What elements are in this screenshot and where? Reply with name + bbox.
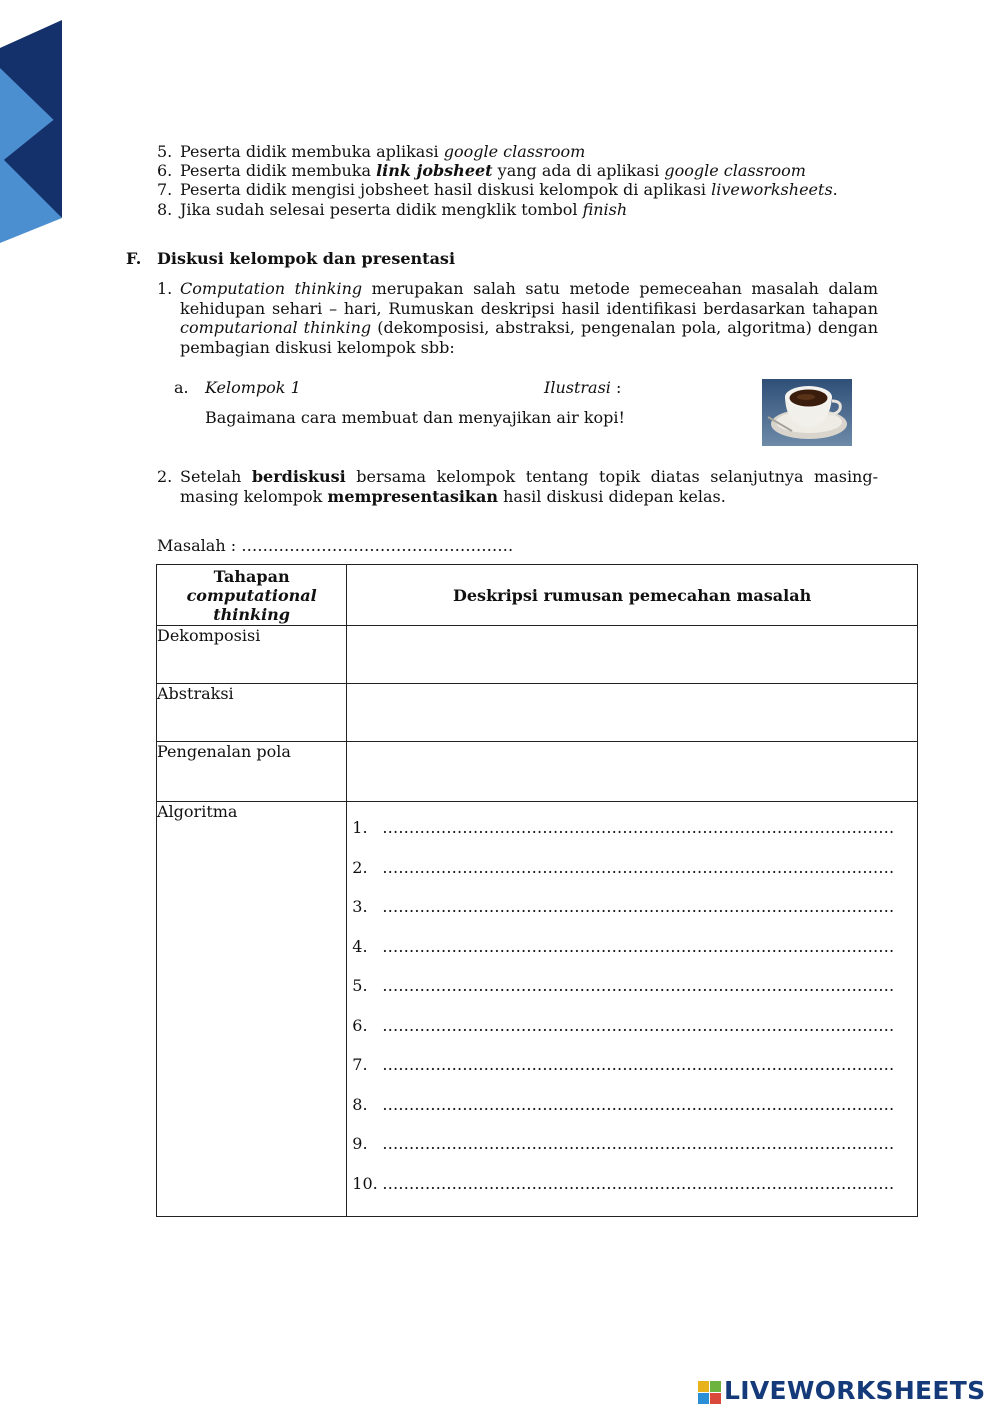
paragraph-text: kehidupan sehari – hari, Rumuskan deskripsi hasil identifikasi berdasarkan tahapan <box>180 298 878 318</box>
step-number: 9. <box>352 1134 368 1153</box>
algorithm-step[interactable] <box>352 1174 917 1214</box>
step-number: 5. <box>352 976 368 995</box>
algorithm-step[interactable] <box>352 1095 917 1135</box>
step-number: 3. <box>352 897 368 916</box>
algorithm-step[interactable] <box>352 818 917 858</box>
step-number: 8. <box>157 200 173 219</box>
coffee-cup-image <box>762 379 852 446</box>
paragraph-text: masing kelompok <box>180 486 328 506</box>
computational-thinking-table <box>156 564 918 1217</box>
step-text: Peserta didik mengisi jobsheet hasil diskusi kelompok di aplikasi <box>180 180 712 199</box>
algorithm-step[interactable] <box>352 897 917 937</box>
row-label-pengenalan-pola: Pengenalan pola <box>157 742 347 802</box>
answer-blank: …………………………………………………………………………………… <box>382 897 895 916</box>
step-text: Jika sudah selesai peserta didik mengklik tombol <box>180 200 583 219</box>
answer-blank: …………………………………………………………………………………… <box>382 1055 895 1074</box>
answer-cell-dekomposisi[interactable] <box>347 626 918 684</box>
bold-term: berdiskusi <box>251 467 346 486</box>
step-strong-emphasis: link jobsheet <box>376 161 493 180</box>
step-number: 2. <box>352 857 368 877</box>
answer-blank: …………………………………………………………………………………… <box>382 857 895 877</box>
table-header-description: Deskripsi rumusan pemecahan masalah <box>347 565 918 626</box>
illustration-label <box>544 378 621 397</box>
step-5 <box>0 142 1000 161</box>
item-1-paragraph <box>180 279 878 357</box>
algorithm-step[interactable] <box>352 858 917 898</box>
algorithm-step[interactable] <box>352 1134 917 1174</box>
header-text: Tahapan <box>213 566 290 586</box>
illustration-label-text: Ilustrasi <box>544 378 611 397</box>
header-text: computational <box>186 585 317 605</box>
term-emphasis: computarional thinking <box>180 318 372 337</box>
step-number: 8. <box>352 1094 368 1114</box>
step-emphasis: finish <box>582 200 628 219</box>
step-text: Peserta didik membuka <box>180 161 377 180</box>
liveworksheets-logo <box>698 1376 998 1412</box>
item-number: 1. <box>157 279 173 298</box>
answer-blank: …………………………………………………………………………………… <box>382 818 895 837</box>
liveworksheets-logo-icon <box>698 1381 722 1405</box>
step-number: 6. <box>352 1015 368 1035</box>
item-number: 2. <box>157 467 173 486</box>
step-7 <box>0 180 1000 199</box>
group-name: Kelompok 1 <box>205 378 301 397</box>
row-label-dekomposisi: Dekomposisi <box>157 626 347 684</box>
step-emphasis: google classroom <box>664 161 806 180</box>
section-letter: F. <box>126 249 142 268</box>
table-row <box>157 626 918 684</box>
table-row <box>157 684 918 742</box>
answer-cell-abstraksi[interactable] <box>347 684 918 742</box>
paragraph-text: pembagian diskusi kelompok sbb: <box>180 337 455 357</box>
header-text: thinking <box>213 604 290 624</box>
illustration-colon: : <box>610 378 622 397</box>
answer-blank: …………………………………………………………………………………… <box>382 1094 895 1114</box>
paragraph-text: merupakan salah satu metode pemeceahan masalah dalam <box>362 279 879 298</box>
step-number: 7. <box>352 1055 368 1074</box>
masalah-field[interactable]: Masalah : …………………………………………… <box>157 536 514 555</box>
answer-blank: …………………………………………………………………………………… <box>382 1015 895 1035</box>
step-emphasis: liveworksheets <box>711 180 833 199</box>
step-emphasis: google classroom <box>443 142 586 161</box>
answer-blank: …………………………………………………………………………………… <box>382 976 895 995</box>
step-text: . <box>832 180 838 199</box>
answer-blank: …………………………………………………………………………………… <box>382 936 895 956</box>
paragraph-text: (dekomposisi, abstraksi, pengenalan pola, algoritma) dengan <box>371 318 879 337</box>
row-label-algoritma: Algoritma <box>157 802 347 1217</box>
group-question: Bagaimana cara membuat dan menyajikan air kopi! <box>205 408 625 427</box>
paragraph-text: bersama kelompok tentang topik diatas selanjutnya masing- <box>345 467 879 486</box>
table-row <box>157 742 918 802</box>
answer-blank: …………………………………………………………………………………… <box>382 1173 895 1193</box>
section-title: Diskusi kelompok dan presentasi <box>157 249 456 268</box>
step-6 <box>0 161 1000 180</box>
item-2-paragraph <box>180 467 878 506</box>
step-text: yang ada di aplikasi <box>492 161 665 180</box>
paragraph-text: Setelah <box>180 467 252 486</box>
step-number: 1. <box>352 818 368 837</box>
answer-blank: …………………………………………………………………………………… <box>382 1134 895 1153</box>
answer-cell-algoritma <box>347 802 918 1217</box>
table-row <box>157 802 918 1217</box>
step-text: Peserta didik membuka aplikasi <box>180 142 444 161</box>
table-header-stage <box>157 565 347 626</box>
bold-term: mempresentasikan <box>327 486 499 506</box>
step-number: 6. <box>157 161 173 180</box>
algorithm-step[interactable] <box>352 976 917 1016</box>
liveworksheets-logo-text: LIVEWORKSHEETS <box>724 1376 986 1405</box>
step-number: 10. <box>352 1173 378 1193</box>
algorithm-step[interactable] <box>352 937 917 977</box>
algorithm-step[interactable] <box>352 1016 917 1056</box>
paragraph-text: hasil diskusi didepan kelas. <box>498 486 726 506</box>
algorithm-step-list <box>347 802 917 1213</box>
step-8 <box>0 200 1000 219</box>
step-number: 5. <box>157 142 173 161</box>
algorithm-step[interactable] <box>352 1055 917 1095</box>
step-number: 7. <box>157 180 173 199</box>
step-number: 4. <box>352 936 368 956</box>
row-label-abstraksi: Abstraksi <box>157 684 347 742</box>
term-emphasis: Computation thinking <box>180 279 363 298</box>
group-letter: a. <box>174 378 189 397</box>
answer-cell-pengenalan-pola[interactable] <box>347 742 918 802</box>
